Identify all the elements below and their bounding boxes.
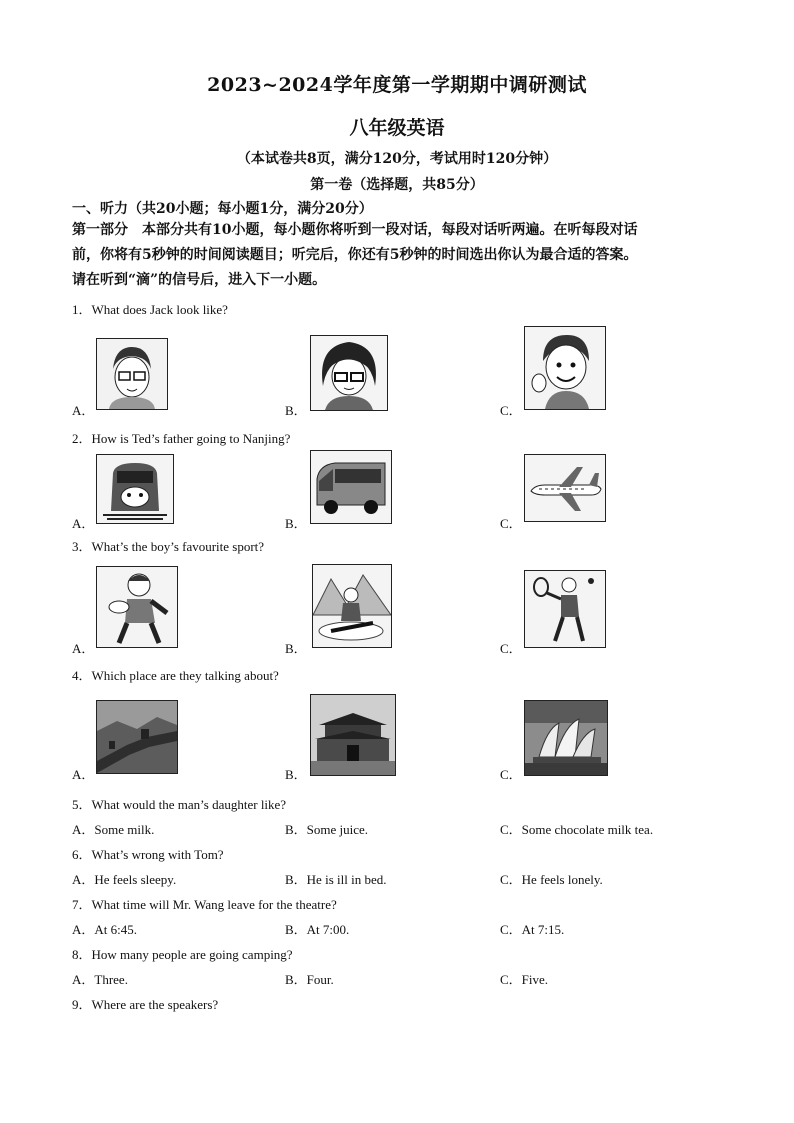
option-label[interactable]: A． xyxy=(72,641,95,656)
option-label[interactable]: A． xyxy=(72,767,95,782)
option-label[interactable]: B．Four. xyxy=(285,972,334,987)
exam-note: （本试卷共8页，满分120分，考试用时120分钟） xyxy=(236,151,558,167)
option-label[interactable]: A．He feels sleepy. xyxy=(72,872,177,887)
option-label[interactable]: A． xyxy=(72,516,95,531)
option-label[interactable]: B． xyxy=(285,641,307,656)
boy-long-hair-image xyxy=(310,335,388,411)
option-label[interactable]: C． xyxy=(500,516,522,531)
option-label[interactable]: B． xyxy=(285,403,307,418)
exam-subtitle: 八年级英语 xyxy=(349,117,445,139)
tiananmen-image xyxy=(310,694,396,776)
instruction-line: 请在听到“滴”的信号后，进入下一小题。 xyxy=(72,272,327,288)
question-stem: 4．Which place are they talking about? xyxy=(72,668,279,683)
option-label[interactable]: B． xyxy=(285,767,307,782)
option-label[interactable]: B． xyxy=(285,516,307,531)
option-label[interactable]: A．Three. xyxy=(72,972,128,987)
section-heading: 一、听力（共20小题；每小题1分，满分20分） xyxy=(72,201,373,217)
question-stem: 2．How is Ted’s father going to Nanjing? xyxy=(72,431,291,446)
sydney-opera-house-image xyxy=(524,700,608,776)
option-label[interactable]: C．He feels lonely. xyxy=(500,872,603,887)
great-wall-image xyxy=(96,700,178,774)
question-stem: 8．How many people are going camping? xyxy=(72,947,293,962)
question-stem: 7．What time will Mr. Wang leave for the theatre? xyxy=(72,897,337,912)
volume-heading: 第一卷（选择题，共85分） xyxy=(310,177,484,193)
option-label[interactable]: A．At 6:45. xyxy=(72,922,138,937)
option-label[interactable]: C．Five. xyxy=(500,972,549,987)
question-stem: 6．What’s wrong with Tom? xyxy=(72,847,224,862)
option-label[interactable]: C． xyxy=(500,403,522,418)
option-label[interactable]: C．Some chocolate milk tea. xyxy=(500,822,654,837)
option-label[interactable]: B．Some juice. xyxy=(285,822,369,837)
bus-image xyxy=(310,450,392,524)
question-stem: 3．What’s the boy’s favourite sport? xyxy=(72,539,265,554)
question-stem: 9．Where are the speakers? xyxy=(72,997,219,1012)
option-label[interactable]: C． xyxy=(500,767,522,782)
option-label[interactable]: C．At 7:15. xyxy=(500,922,565,937)
train-image xyxy=(96,454,174,524)
skiing-image xyxy=(312,564,392,648)
airplane-image xyxy=(524,454,606,522)
option-label[interactable]: C． xyxy=(500,641,522,656)
question-stem: 5．What would the man’s daughter like? xyxy=(72,797,287,812)
instruction-line: 前，你将有5秒钟的时间阅读题目；听完后，你还有5秒钟的时间选出你认为最合适的答案。 xyxy=(72,247,638,263)
tennis-image xyxy=(524,570,606,648)
instruction-line: 第一部分 本部分共有10小题，每小题你将听到一段对话，每段对话听两遍。在听每段对话 xyxy=(72,222,638,238)
exam-title: 2023~2024学年度第一学期期中调研测试 xyxy=(207,74,587,96)
question-stem: 1．What does Jack look like? xyxy=(72,302,228,317)
option-label[interactable]: A． xyxy=(72,403,95,418)
boy-rugby-image xyxy=(96,566,178,648)
boy-glasses-image xyxy=(96,338,168,410)
option-label[interactable]: A．Some milk. xyxy=(72,822,155,837)
option-label[interactable]: B．He is ill in bed. xyxy=(285,872,387,887)
boy-waving-image xyxy=(524,326,606,410)
option-label[interactable]: B．At 7:00. xyxy=(285,922,350,937)
